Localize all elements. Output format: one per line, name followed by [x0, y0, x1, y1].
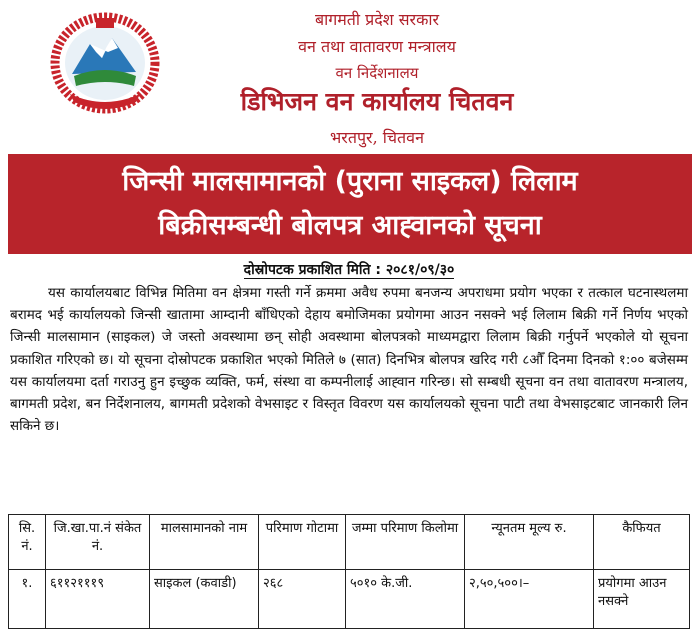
notice-title-line-2: बिक्रीसम्बन्धी बोलपत्र आह्‍वानको सूचना	[158, 210, 542, 241]
cell-min-price: २,५०,५००।–	[465, 570, 594, 629]
notice-body: यस कार्यालयबाट विभिन्न मितिमा वन क्षेत्रमा गस्ती गर्ने क्रममा अवैध रुपमा बनजन्य अपराधमा प्रयोग भएका र तत्काल घटनास्थलमा बरामद भई कार्यालयको जिन्सी खातामा आम्दानी बाँधिएको देहाय बमोजिमका प्रयोगमा आउन नसक्ने भई लिलाम बिक्री गर्ने निर्णय भएको जिन्सी मालसामान (साइकल) जे जस्तो अवस्थामा छन् सोही अवस्थामा बोलपत्रको माध्यमद्वारा लिलाम बिक्री गर्नुपर्ने भएकोले यो सूचना प्रकाशित गरिएको छ। यो सूचना दोस्रोपटक प्रकाशित भएको मितिले ७ (सात) दिनभित्र बोलपत्र खरिद गरी ८औँ दिनमा दिनको १:०० बजेसम्म यस कार्यालयमा दर्ता गराउनु हुन इच्छुक व्यक्ति, फर्म, संस्था वा कम्पनीलाई आह्‍वान गरिन्छ। सो सम्बधी सूचना वन तथा वातावरण मन्त्रालय, बागमती प्रदेश, बन निर्देशनालय, बागमती प्रदेशको वेभसाइट र विस्तृत विवरण यस कार्यालयको सूचना पाटी तथा वेभसाइटबाट जानकारी लिन सकिने छ।	[10, 285, 688, 435]
cell-item-name: साइकल (कवाडी)	[150, 570, 259, 629]
items-table	[8, 514, 690, 629]
ministry-name: वन तथा वातावरण मन्त्रालय	[298, 37, 456, 56]
cell-serial: १.	[9, 570, 46, 629]
office-location: भरतपुर, चितवन	[330, 128, 424, 147]
cell-code: ६११२१११९	[46, 570, 150, 629]
cell-weight: ५०१० के.जी.	[346, 570, 465, 629]
directorate-name: वन निर्देशनालय	[335, 64, 419, 82]
col-min-price: न्यूनतम मूल्य रु.	[465, 515, 594, 570]
notice-title-line-1: जिन्सी मालसामानको (पुराना साइकल) लिलाम	[122, 166, 578, 197]
col-remarks: कैफियत	[594, 515, 690, 570]
publication-date	[0, 260, 698, 279]
office-name: डिभिजन वन कार्यालय चितवन	[240, 87, 514, 116]
publication-date-text: दोस्रोपटक प्रकाशित मिति : २०८१/०९/३०	[243, 262, 455, 278]
col-item-name: मालसामानको नाम	[150, 515, 259, 570]
col-weight: जम्मा परिमाण किलोमा	[346, 515, 465, 570]
table-row	[9, 570, 690, 629]
cell-quantity: २६८	[259, 570, 346, 629]
letterhead	[0, 0, 698, 150]
notice-title-banner	[8, 154, 692, 254]
government-name: बागमती प्रदेश सरकार	[314, 10, 440, 29]
col-serial: सि. नं.	[9, 515, 46, 570]
col-code: जि.खा.पा.नं संकेत नं.	[46, 515, 150, 570]
col-quantity: परिमाण गोटामा	[259, 515, 346, 570]
cell-remarks: प्रयोगमा आउन नसक्ने	[594, 570, 690, 629]
table-header-row	[9, 515, 690, 570]
